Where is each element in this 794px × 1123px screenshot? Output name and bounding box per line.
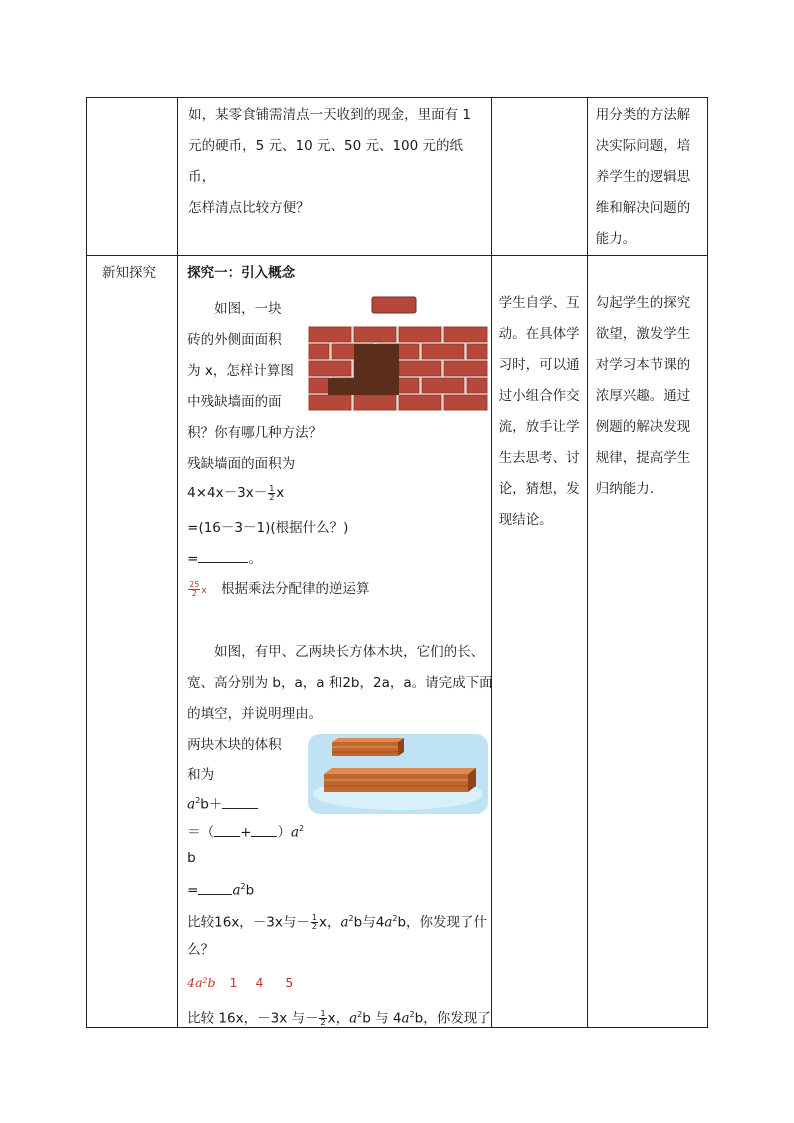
- volume-line-4: = $a^2b$: [187, 882, 255, 899]
- intent-line: 欲望，激发学生: [595, 326, 691, 342]
- intent-line: 浓厚兴趣。通过: [595, 388, 691, 404]
- brick-question-line: 积？你有哪几种方法？: [187, 425, 323, 441]
- brick-wall-image: [308, 296, 488, 411]
- compare-line-1b: 么？: [187, 942, 215, 958]
- volume-line-1: $a^2b+$: [187, 790, 258, 816]
- answer-blank: [198, 549, 248, 563]
- wood-question-line: 如图，有甲、乙两块长方体木块，它们的长、: [214, 644, 485, 660]
- compare-line-2: 比较 16x，－3x 与－ $\frac{1}{2}$ x，$a^2b$ 与 $4a^2b$，你发现了: [187, 1009, 491, 1027]
- stage-cell: [87, 98, 178, 256]
- student-activity-cell: [491, 98, 587, 256]
- student-line: 论，猜想，发: [498, 481, 580, 497]
- content-line: 怎样清点比较方便？: [188, 200, 310, 216]
- intent-line: 勾起学生的探究: [595, 295, 691, 311]
- content-cell: [178, 256, 492, 1028]
- answer-blank: [251, 823, 277, 837]
- expression-line-1: 4×4x－3x－ $\frac{1}{2}$ x: [187, 483, 285, 502]
- intent-line: 归纳能力.: [595, 481, 655, 497]
- answer-blank: [214, 823, 240, 837]
- answer-line-2: 4a²b 1 4 5: [187, 975, 294, 990]
- brick-question-line: 如图，一块: [214, 301, 282, 317]
- student-line: 过小组合作交: [498, 388, 580, 404]
- intent-line: 维和解决问题的: [595, 200, 691, 216]
- intent-line: 对学习本节课的: [595, 357, 691, 373]
- student-line: 流，放手让学: [498, 419, 580, 435]
- stage-cell: [87, 256, 178, 1028]
- table-row: [87, 98, 708, 256]
- brick-question-line: 中残缺墙面的面: [187, 394, 282, 410]
- student-line: 习时，可以通: [498, 357, 580, 373]
- wood-text-line: 两块木块的体积: [187, 737, 282, 753]
- expression-line-2: =(16－3－1)(根据什么？): [187, 520, 349, 536]
- volume-line-2: ＝（ + ）$a^2$: [187, 824, 305, 841]
- brick-question-line: 砖的外侧面面积: [187, 332, 282, 348]
- design-intent-cell: [587, 256, 707, 1028]
- intent-line: 用分类的方法解: [595, 107, 691, 123]
- intent-line: 例题的解决发现: [595, 419, 691, 435]
- wood-question-line: 宽、高分别为 b，a，a 和2b，2a，a。请完成下面: [187, 675, 493, 691]
- answer-blank: [198, 881, 232, 895]
- compare-line-1: 比较16x，－3x与－ $\frac{1}{2}$ x，$a^2b$与$4a^2b$，你发现了什: [187, 913, 488, 931]
- student-line: 现结论。: [498, 512, 553, 528]
- brick-question-line: 为 x，怎样计算图: [187, 363, 294, 379]
- wooden-blocks-image: [308, 734, 488, 814]
- student-activity-cell: [491, 256, 587, 1028]
- intent-line: 规律，提高学生: [595, 450, 691, 466]
- wood-question-line: 的填空，并说明理由。: [187, 706, 323, 722]
- brick-question-line: 残缺墙面的面积为: [187, 456, 296, 472]
- content-cell: [178, 98, 492, 256]
- student-line: 生去思考、讨: [498, 450, 580, 466]
- stage-label: 新知探究: [102, 265, 156, 281]
- intent-line: 决实际问题，培: [595, 138, 691, 154]
- intent-line: 能力。: [595, 231, 637, 247]
- student-line: 学生自学、互: [498, 295, 580, 311]
- expression-line-3: = 。: [187, 551, 262, 567]
- wood-text-line: 和为: [187, 767, 215, 783]
- answer-line-1: $\frac{25}{2}$ x 根据乘法分配律的逆运算: [189, 579, 370, 598]
- content-line: 如，某零食铺需清点一天收到的现金，里面有 1: [188, 107, 472, 123]
- answer-blank: [222, 795, 258, 809]
- table-row: [87, 256, 708, 1028]
- lesson-plan-table: [86, 97, 708, 1028]
- content-line: 元的硬币，5 元、10 元、50 元、100 元的纸币，: [188, 138, 464, 185]
- volume-line-3: b: [187, 850, 196, 866]
- section-heading: 探究一：引入概念: [187, 265, 296, 281]
- student-line: 动。在具体学: [498, 326, 580, 342]
- design-intent-cell: [587, 98, 707, 256]
- intent-line: 养学生的逻辑思: [595, 169, 691, 185]
